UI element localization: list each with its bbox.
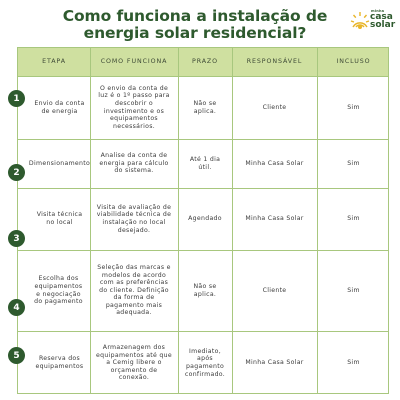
header-incluso: INCLUSO xyxy=(336,58,371,66)
header-etapa: ETAPA xyxy=(42,58,66,66)
row3-prazo: Agendado xyxy=(188,215,222,223)
row4-como: Seleção das marcas e modelos de acordo com as preferências do cliente. Definição da forma de pagamento mais adequada. xyxy=(97,263,171,317)
row4-responsavel: Cliente xyxy=(262,286,287,294)
step-badge-3: 3 xyxy=(8,230,25,247)
sun-icon xyxy=(350,10,370,30)
installation-table xyxy=(17,47,389,394)
row3-incluso: Sim xyxy=(347,215,360,223)
page-title: Como funciona a instalação de energia solar residencial? xyxy=(62,7,328,42)
row4-etapa: Escolha dos equipamentos e negociação do pagamento xyxy=(34,275,83,306)
brand-logo xyxy=(350,8,396,32)
row3-como: Visita de avaliação de viabilidade técnica de instalação no local desejado. xyxy=(96,203,172,234)
row2-etapa: Dimensionamento xyxy=(28,159,91,167)
row1-prazo: Não se aplica. xyxy=(193,99,217,115)
step-badge-5: 5 xyxy=(8,347,25,364)
row4-incluso: Sim xyxy=(347,286,360,294)
row2-prazo: Até 1 dia útil. xyxy=(189,155,221,171)
step-badge-4: 4 xyxy=(8,299,25,316)
row2-incluso: Sim xyxy=(347,159,360,167)
step-badge-2: 2 xyxy=(8,164,25,181)
row5-prazo: Imediato, após pagamento confirmado. xyxy=(184,347,226,378)
row1-etapa: Envio da conta de energia xyxy=(34,99,85,115)
row4-prazo: Não se aplica. xyxy=(193,282,217,298)
row5-como: Armazenagem dos equipamentos até que a Cemig libere o orçamento de conexão. xyxy=(96,344,172,382)
row5-etapa: Reserva dos equipamentos xyxy=(35,355,84,370)
header-responsavel: RESPONSÁVEL xyxy=(246,58,303,66)
logo-text-solar: solar xyxy=(370,20,396,30)
row1-como: O envio da conta de luz é o 1º passo para descobrir o investimento e os equipamentos necessários. xyxy=(98,84,170,130)
step-badge-1: 1 xyxy=(8,90,25,107)
logo-text-small: minha xyxy=(371,9,385,13)
row2-responsavel: Minha Casa Solar xyxy=(245,159,304,167)
row3-responsavel: Minha Casa Solar xyxy=(245,215,304,223)
row5-incluso: Sim xyxy=(347,359,360,367)
logo-text-casa: casa xyxy=(370,12,393,22)
header-prazo: PRAZO xyxy=(192,58,218,66)
row1-responsavel: Cliente xyxy=(262,103,287,111)
row3-etapa: Visita técnica no local xyxy=(36,211,83,226)
row2-como: Analise da conta de energia para cálculo do sistema. xyxy=(99,152,169,175)
row5-responsavel: Minha Casa Solar xyxy=(245,359,304,367)
row1-incluso: Sim xyxy=(347,103,360,111)
header-como-funciona: COMO FUNCIONA xyxy=(100,58,168,66)
